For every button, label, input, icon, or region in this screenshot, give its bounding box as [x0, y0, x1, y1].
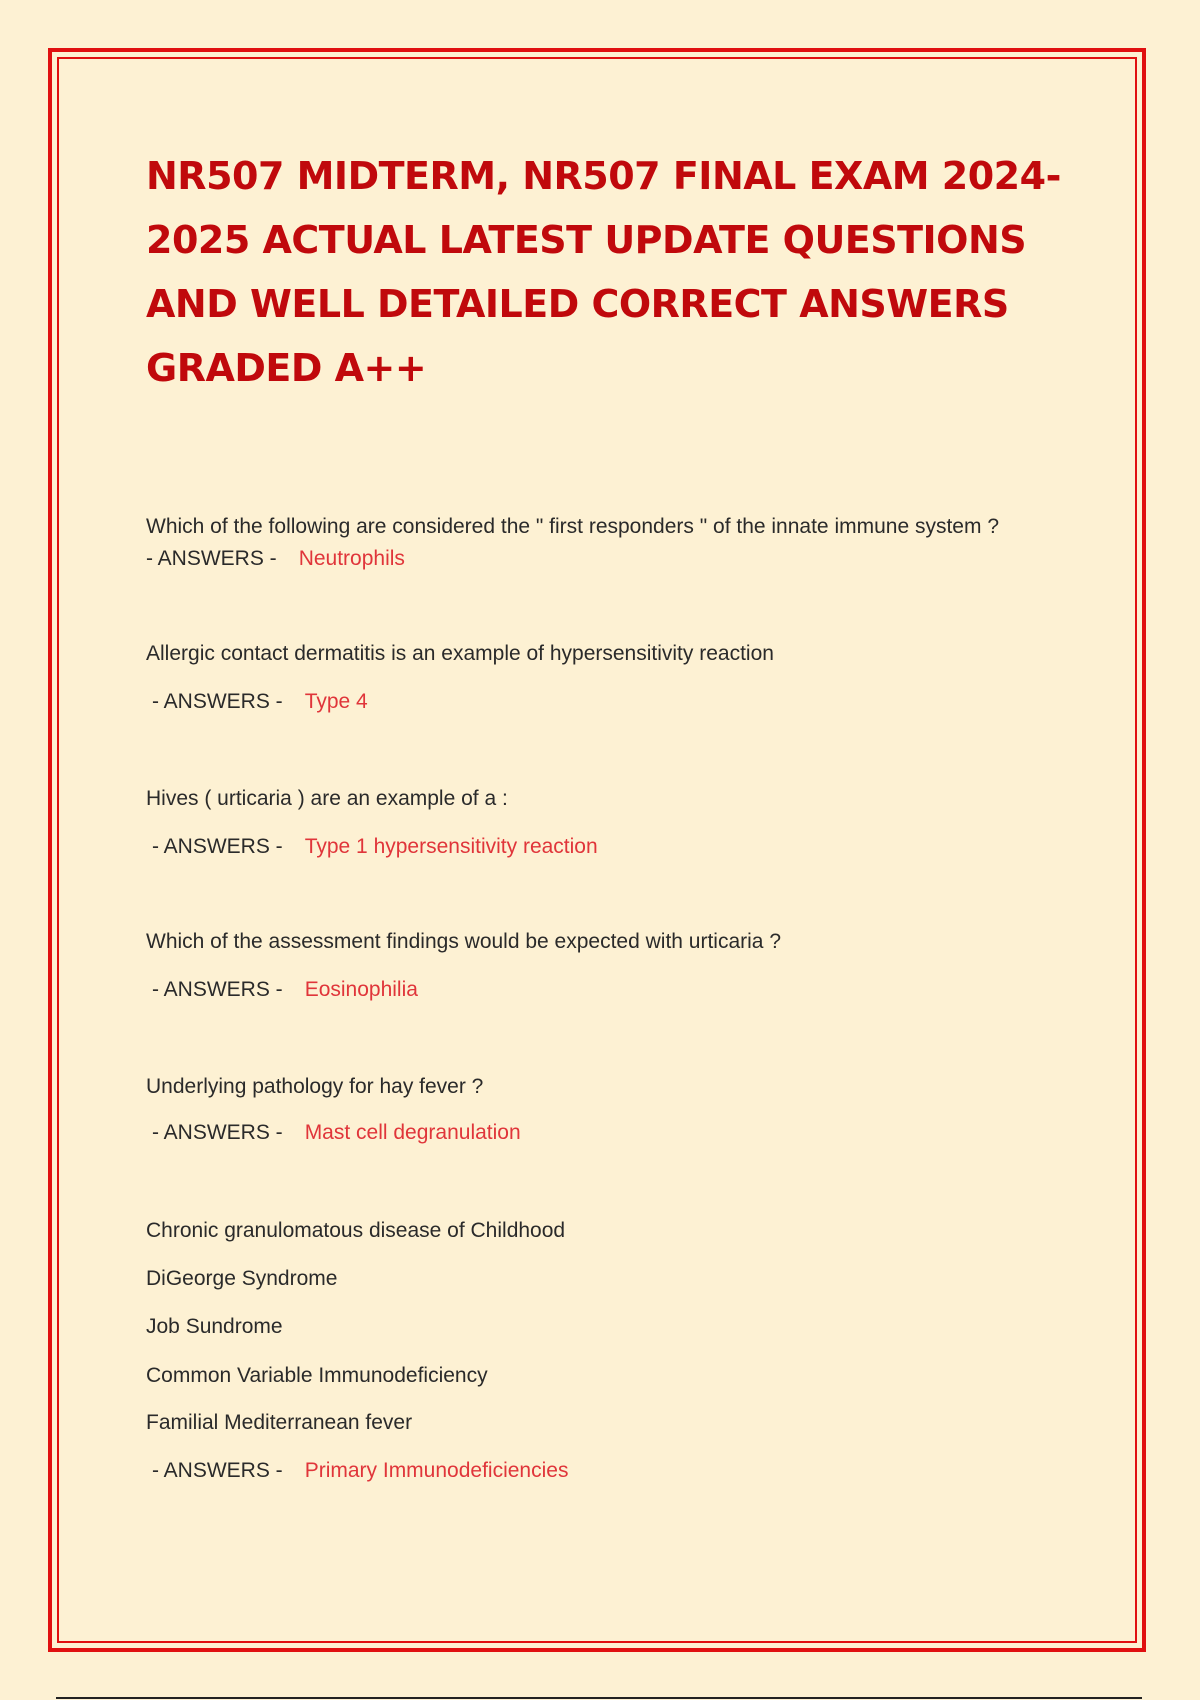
question-text: Hives ( urticaria ) are an example of a :: [146, 787, 508, 810]
answer-line: [152, 1121, 521, 1145]
answer-line: [152, 690, 368, 714]
page-separator: [56, 1697, 1142, 1699]
answer-prefix: - ANSWERS -: [146, 547, 277, 570]
question-text: Familial Mediterranean fever: [146, 1411, 413, 1434]
question-text: Which of the following are considered the " first responders " of the innate immune system ?: [146, 515, 999, 538]
answer-value: Primary Immunodeficiencies: [304, 1459, 569, 1482]
answer-value: Type 4: [304, 690, 368, 713]
document-title: NR507 MIDTERM, NR507 FINAL EXAM 2024-2025 ACTUAL LATEST UPDATE QUESTIONS AND WELL DETAILED CORRECT ANSWERS GRADED A++: [146, 154, 1061, 390]
question-text: Common Variable Immunodeficiency: [146, 1364, 488, 1387]
answer-prefix: - ANSWERS -: [152, 690, 283, 713]
question-text: Job Sundrome: [146, 1315, 283, 1338]
answer-prefix: - ANSWERS -: [152, 1459, 283, 1482]
question-text: Chronic granulomatous disease of Childhood: [146, 1219, 566, 1242]
answer-line: [152, 835, 598, 859]
answer-prefix: - ANSWERS -: [152, 835, 283, 858]
question-text: Allergic contact dermatitis is an example of hypersensitivity reaction: [146, 642, 774, 665]
answer-line: [152, 1459, 568, 1483]
answer-prefix: - ANSWERS -: [152, 1121, 283, 1144]
answer-value: Neutrophils: [298, 547, 405, 570]
answer-value: Mast cell degranulation: [304, 1121, 521, 1144]
answer-line: [146, 547, 405, 571]
question-text: Underlying pathology for hay fever ?: [146, 1075, 484, 1098]
answer-value: Type 1 hypersensitivity reaction: [304, 835, 598, 858]
answer-value: Eosinophilia: [304, 978, 418, 1001]
question-text: Which of the assessment findings would be expected with urticaria ?: [146, 930, 781, 953]
answer-line: [152, 978, 418, 1002]
question-text: DiGeorge Syndrome: [146, 1267, 338, 1290]
answer-prefix: - ANSWERS -: [152, 978, 283, 1001]
